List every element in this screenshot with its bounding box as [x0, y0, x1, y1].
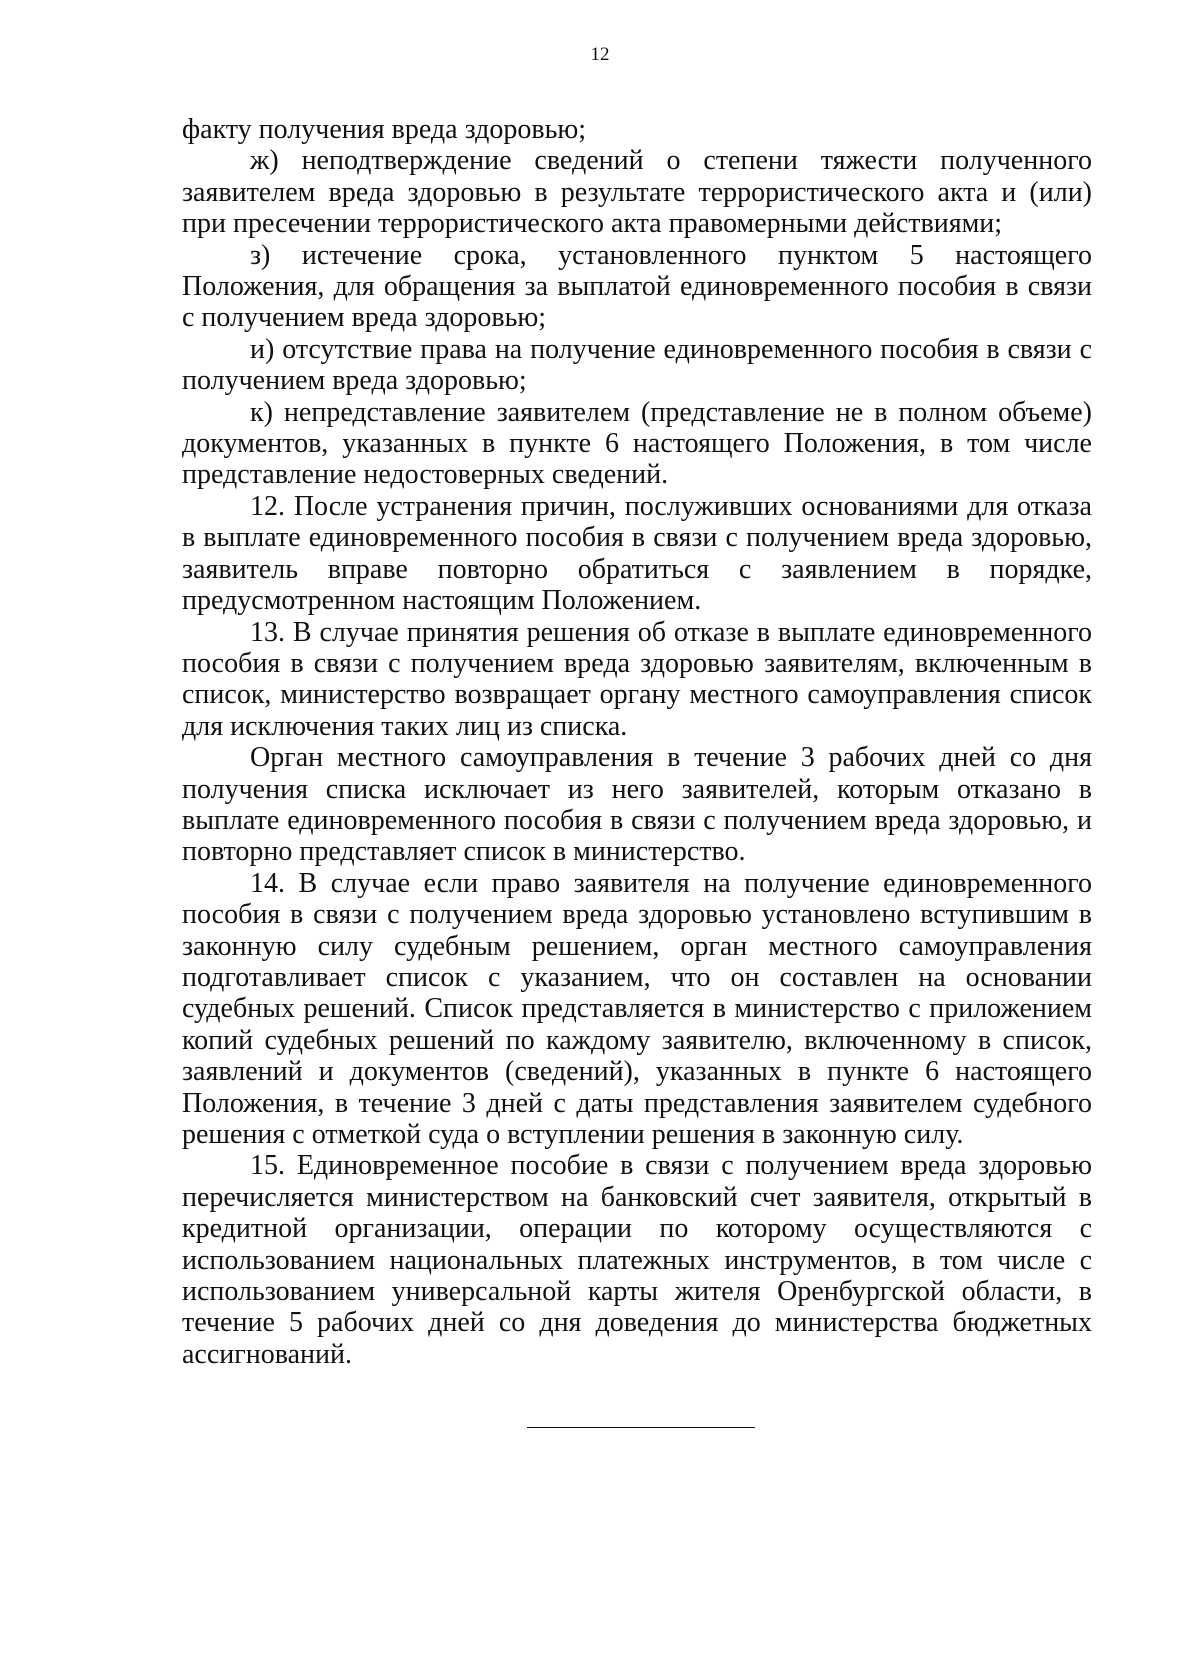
document-body — [182, 114, 1092, 1370]
paragraph-clause-13: 13. В случае принятия решения об отказе в выплате единовременного пособия в связи с получением вреда здоровью заявителям, включенным в список, министерство возвращает органу местного самоуправления список для исключения таких лиц из списка. — [182, 616, 1092, 742]
page-number: 12 — [590, 44, 610, 65]
end-of-document-rule — [527, 1427, 755, 1428]
paragraph-clause-13-continued: Орган местного самоуправления в течение 3 рабочих дней со дня получения списка исключает из него заявителей, которым отказано в выплате единовременного пособия в связи с получением вреда здоровью, и повторно представляет список в министерство. — [182, 742, 1092, 868]
paragraph-continuation: факту получения вреда здоровью; — [182, 114, 587, 145]
paragraph-item-k: к) непредставление заявителем (представление не в полном объеме) документов, указанных в пункте 6 настоящего Положения, в том числе представление недостоверных сведений. — [182, 396, 1092, 491]
paragraph-clause-14: 14. В случае если право заявителя на получение единовременного пособия в связи с получением вреда здоровью установлено вступившим в законную силу судебным решением, орган местного самоуправления подготавливает список с указанием, что он составлен на основании судебных решений. Список представляется в министерство с приложением копий судебных решений по каждому заявителю, включенному в список, заявлений и документов (сведений), указанных в пункте 6 настоящего Положения, в течение 3 дней с даты представления заявителем судебного решения с отметкой суда о вступлении решения в законную силу. — [182, 867, 1092, 1150]
paragraph-clause-12: 12. После устранения причин, послуживших основаниями для отказа в выплате единовременного пособия в связи с получением вреда здоровью, заявитель вправе повторно обратиться с заявлением в порядке, предусмотренном настоящим Положением. — [182, 490, 1092, 617]
paragraph-clause-15: 15. Единовременное пособие в связи с получением вреда здоровью перечисляется министерством на банковский счет заявителя, открытый в кредитной организации, операции по которому осуществляются с использованием национальных платежных инструментов, в том числе с использованием универсальной карты жителя Оренбургской области, в течение 5 рабочих дней со дня доведения до министерства бюджетных ассигнований. — [182, 1150, 1092, 1370]
paragraph-item-zh: ж) неподтверждение сведений о степени тяжести полученного заявителем вреда здоровью в результате террористического акта и (или) при пресечении террористического акта правомерными действиями; — [182, 145, 1092, 240]
paragraph-item-z: з) истечение срока, установленного пунктом 5 настоящего Положения, для обращения за выплатой единовременного пособия в связи с получением вреда здоровью; — [182, 239, 1092, 334]
paragraph-item-i: и) отсутствие права на получение единовременного пособия в связи с получением вреда здоровью; — [182, 333, 1092, 397]
